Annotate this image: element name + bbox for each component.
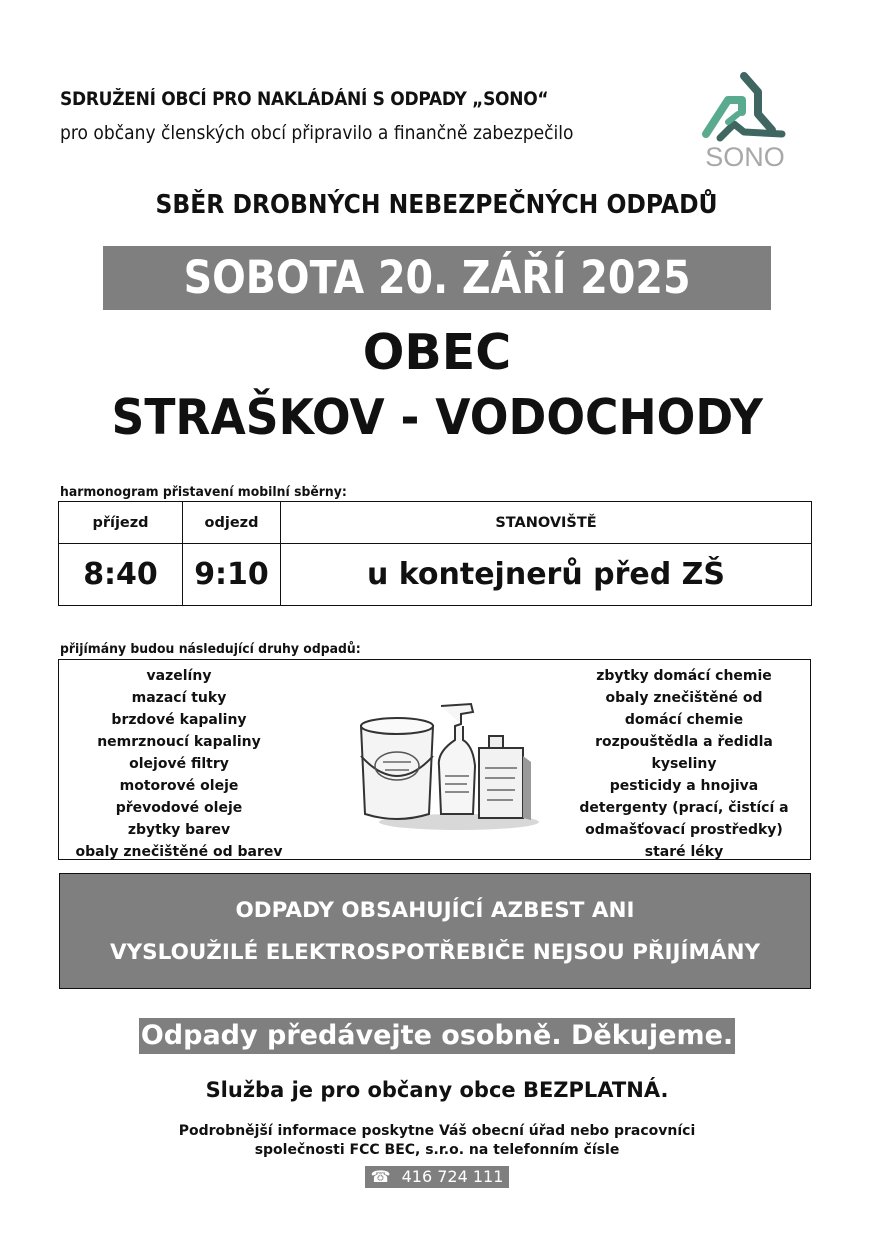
location: u kontejnerů před ZŠ: [281, 544, 812, 606]
list-item: převodové oleje: [115, 800, 243, 816]
list-item: kyseliny: [651, 756, 717, 772]
header-departure: odjezd: [183, 502, 281, 544]
sono-logo-icon: [698, 72, 794, 144]
logo-text: SONO: [705, 142, 785, 172]
contact-info: [0, 1122, 874, 1160]
header-arrival: příjezd: [59, 502, 183, 544]
list-item: zbytky barev: [127, 822, 231, 838]
date-banner: SOBOTA 20. ZÁŘÍ 2025: [103, 246, 771, 310]
list-item: domácí chemie: [624, 712, 744, 728]
municipality-label: OBEC: [362, 324, 512, 381]
list-item: motorové oleje: [119, 778, 239, 794]
list-item: detergenty (prací, čistící a: [579, 800, 789, 816]
accepted-types-label: přijímány budou následující druhy odpadů:: [60, 641, 361, 657]
not-accepted-warning: [59, 873, 811, 989]
municipality-name: STRAŠKOV - VODOCHODY: [111, 389, 763, 446]
header-location: STANOVIŠTĚ: [281, 502, 812, 544]
schedule-label: harmonogram přistavení mobilní sběrny:: [60, 484, 347, 500]
event-title: SBĚR DROBNÝCH NEBEZPEČNÝCH ODPADŮ: [155, 190, 719, 220]
arrival-time: 8:40: [59, 544, 183, 606]
org-subtitle: pro občany členských obcí připravilo a finančně zabezpečilo: [60, 122, 574, 144]
accepted-list-right: [559, 665, 809, 863]
list-item: obaly znečištěné od: [605, 690, 763, 706]
list-item: mazací tuky: [131, 690, 227, 706]
list-item: staré léky: [644, 844, 724, 860]
thanks-banner: Odpady předávejte osobně. Děkujeme.: [0, 1018, 874, 1054]
list-item: odmašťovací prostředky): [585, 822, 783, 838]
list-item: vazelíny: [146, 668, 212, 684]
phone-value: 416 724 111: [399, 1166, 507, 1188]
warning-line-2: VYSLOUŽILÉ ELEKTROSPOTŘEBIČE NEJSOU PŘIJÍMÁNY: [109, 940, 761, 965]
list-item: nemrznoucí kapaliny: [97, 734, 261, 750]
list-item: olejové filtry: [129, 756, 229, 772]
schedule-header-row: [59, 502, 812, 544]
list-item: pesticidy a hnojiva: [609, 778, 759, 794]
accepted-types-box: [58, 659, 811, 860]
table-row: [59, 544, 812, 606]
list-item: obaly znečištěné od barev: [75, 844, 283, 860]
chemical-containers-illustration: [349, 696, 539, 832]
list-item: rozpouštědla a ředidla: [595, 734, 773, 750]
list-item: brzdové kapaliny: [111, 712, 247, 728]
schedule-table: [58, 501, 812, 606]
accepted-list-left: [59, 665, 299, 863]
warning-line-1: ODPADY OBSAHUJÍCÍ AZBEST ANI: [235, 898, 635, 923]
departure-time: 9:10: [183, 544, 281, 606]
contact-info-line-2: společnosti FCC BEC, s.r.o. na telefonním čísle: [254, 1142, 620, 1158]
free-service-note: Služba je pro občany obce BEZPLATNÁ.: [205, 1078, 669, 1102]
sono-logo: [698, 72, 794, 174]
phone-number: [0, 1166, 874, 1188]
phone-icon: ☎: [368, 1166, 394, 1188]
contact-info-line-1: Podrobnější informace poskytne Váš obecní úřad nebo pracovníci: [178, 1123, 696, 1139]
list-item: zbytky domácí chemie: [596, 668, 772, 684]
org-title: SDRUŽENÍ OBCÍ PRO NAKLÁDÁNÍ S ODPADY „SONO“: [60, 89, 549, 110]
